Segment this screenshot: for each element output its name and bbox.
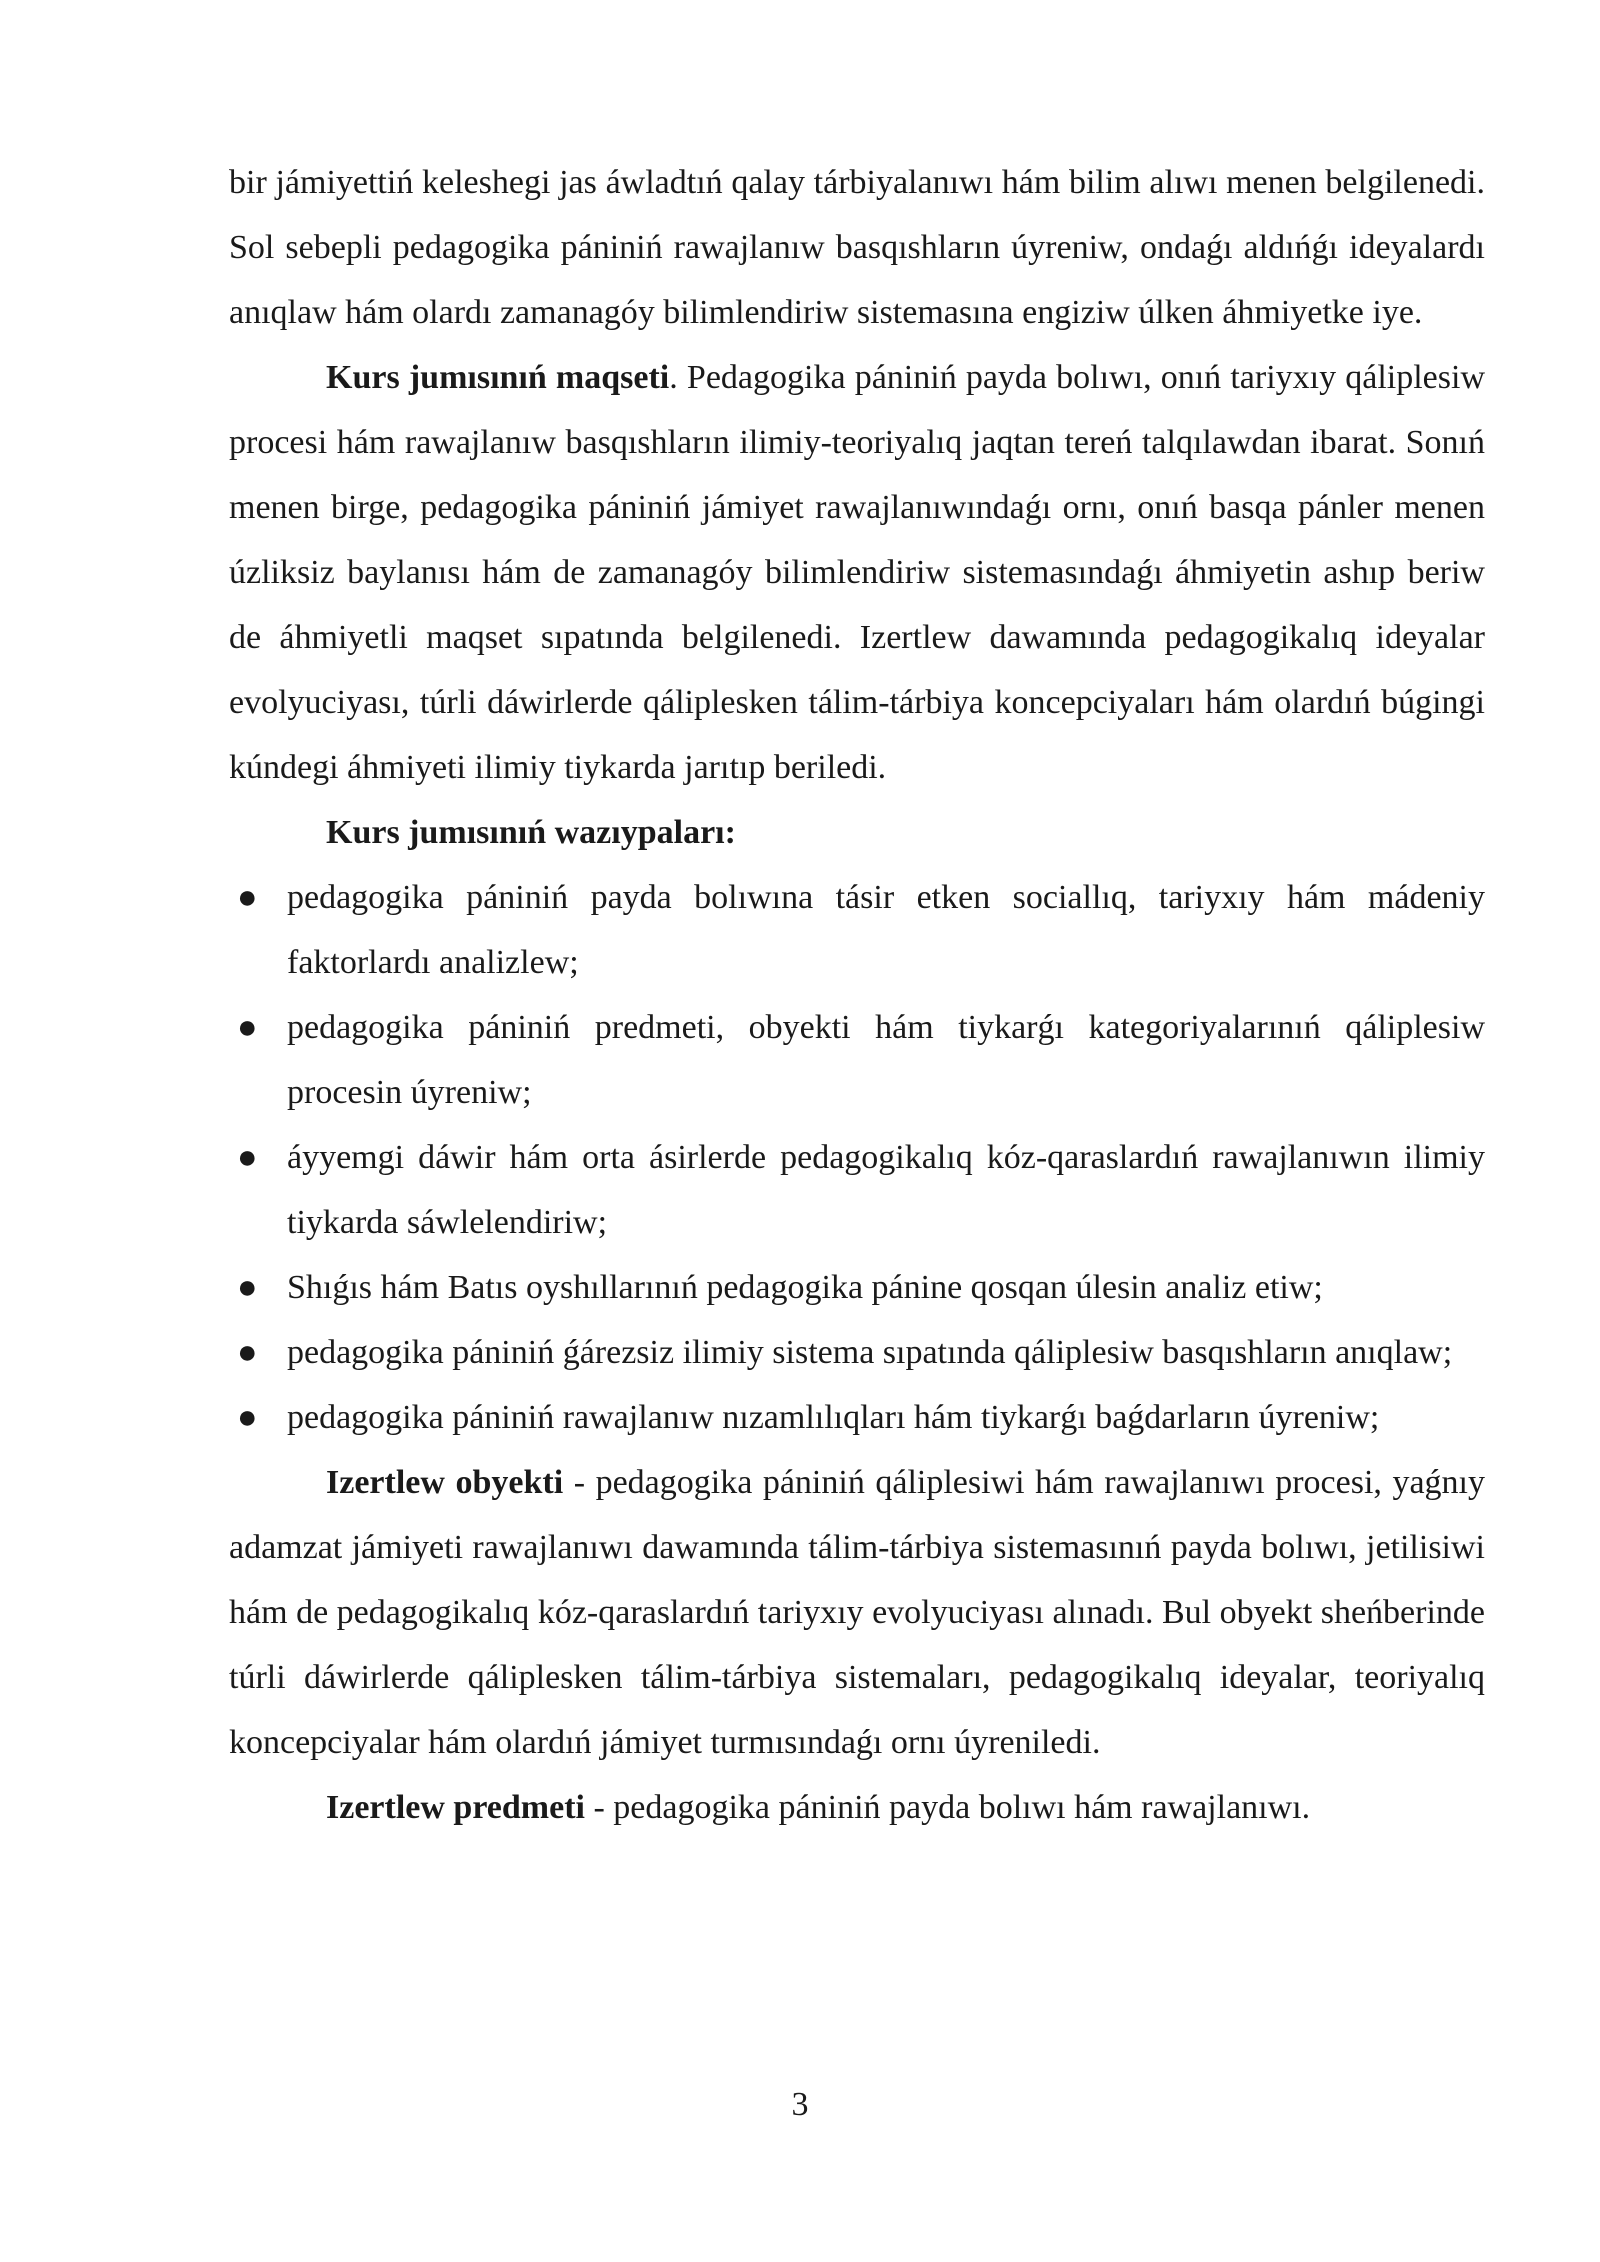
bullet-icon: ●: [237, 1269, 258, 1306]
tasks-heading: [229, 800, 1485, 865]
list-item: [229, 1320, 1485, 1385]
bullet-icon: ●: [237, 1399, 258, 1436]
list-item: [229, 865, 1485, 995]
object-paragraph: [229, 1450, 1485, 1775]
list-item-text: pedagogika pániniń predmeti, obyekti hám tiykarǵı kategoriyalarınıń qáliplesiw procesin úyreniw;: [287, 1009, 1485, 1111]
list-item: [229, 995, 1485, 1125]
document-page: [229, 150, 1485, 1840]
bullet-icon: ●: [237, 1139, 258, 1176]
list-item: [229, 1385, 1485, 1450]
tasks-list: [229, 865, 1485, 1450]
subject-text: - pedagogika pániniń payda bolıwı hám rawajlanıwı.: [584, 1789, 1311, 1826]
list-item: [229, 1255, 1485, 1320]
bullet-icon: ●: [237, 879, 258, 916]
tasks-heading-label: Kurs jumısınıń wazıypaları:: [326, 814, 736, 851]
subject-paragraph: [229, 1775, 1485, 1840]
bullet-icon: ●: [237, 1009, 258, 1046]
goal-label: Kurs jumısınıń maqseti: [326, 359, 670, 396]
list-item-text: áyyemgi dáwir hám orta ásirlerde pedagogikalıq kóz-qaraslardıń rawajlanıwın ilimiy tiykarda sáwlelendiriw;: [287, 1139, 1485, 1241]
intro-paragraph: bir jámiyettiń keleshegi jas áwladtıń qalay tárbiyalanıwı hám bilim alıwı menen belgilenedi. Sol sebepli pedagogika pániniń rawajlanıw basqıshların úyreniw, ondaǵı aldıńǵı ideyalardı anıqlaw hám olardı zamanagóy bilimlendiriw sistemasına engiziw úlken áhmiyetke iye.: [229, 164, 1485, 331]
subject-label: Izertlew predmeti: [326, 1789, 585, 1826]
list-item-text: pedagogika pániniń rawajlanıw nızamlılıqları hám tiykarǵı baǵdarların úyreniw;: [287, 1399, 1380, 1436]
list-item-text: pedagogika pániniń payda bolıwına tásir etken sociallıq, tariyxıy hám mádeniy faktorlardı analizlew;: [287, 879, 1485, 981]
list-item: [229, 1125, 1485, 1255]
object-text: - pedagogika pániniń qáliplesiwi hám rawajlanıwı procesi, yaǵnıy adamzat jámiyeti rawajlanıwı dawamında tálim-tárbiya sistemasınıń payda bolıwı, jetilisiwi hám de pedagogikalıq kóz-qaraslardıń tariyxıy evolyuciyası alınadı. Bul obyekt sheńberinde túrli dáwirlerde qáliplesken tálim-tárbiya sistemaları, pedagogikalıq ideyalar, teoriyalıq koncepciyalar hám olardıń jámiyet turmısındaǵı ornı úyreniledi.: [229, 1464, 1485, 1761]
goal-paragraph: [229, 345, 1485, 800]
list-item-text: Shıǵıs hám Batıs oyshıllarınıń pedagogika pánine qosqan úlesin analiz etiw;: [287, 1269, 1323, 1306]
goal-text: . Pedagogika pániniń payda bolıwı, onıń tariyxıy qáliplesiw procesi hám rawajlanıw basqıshların ilimiy-teoriyalıq jaqtan tereń talqılawdan ibarat. Sonıń menen birge, pedagogika pániniń jámiyet rawajlanıwındaǵı ornı, onıń basqa pánler menen úzliksiz baylanısı hám de zamanagóy bilimlendiriw sistemasındaǵı áhmiyetin ashıp beriw de áhmiyetli maqset sıpatında belgilenedi. Izertlew dawamında pedagogikalıq ideyalar evolyuciyası, túrli dáwirlerde qáliplesken tálim-tárbiya koncepciyaları hám olardıń búgingi kúndegi áhmiyeti ilimiy tiykarda jarıtıp beriledi.: [229, 359, 1485, 786]
list-item-text: pedagogika pániniń ǵárezsiz ilimiy sistema sıpatında qáliplesiw basqıshların anıqlaw;: [287, 1334, 1453, 1371]
page-number: 3: [791, 2086, 809, 2123]
object-label: Izertlew obyekti: [326, 1464, 564, 1501]
bullet-icon: ●: [237, 1334, 258, 1371]
